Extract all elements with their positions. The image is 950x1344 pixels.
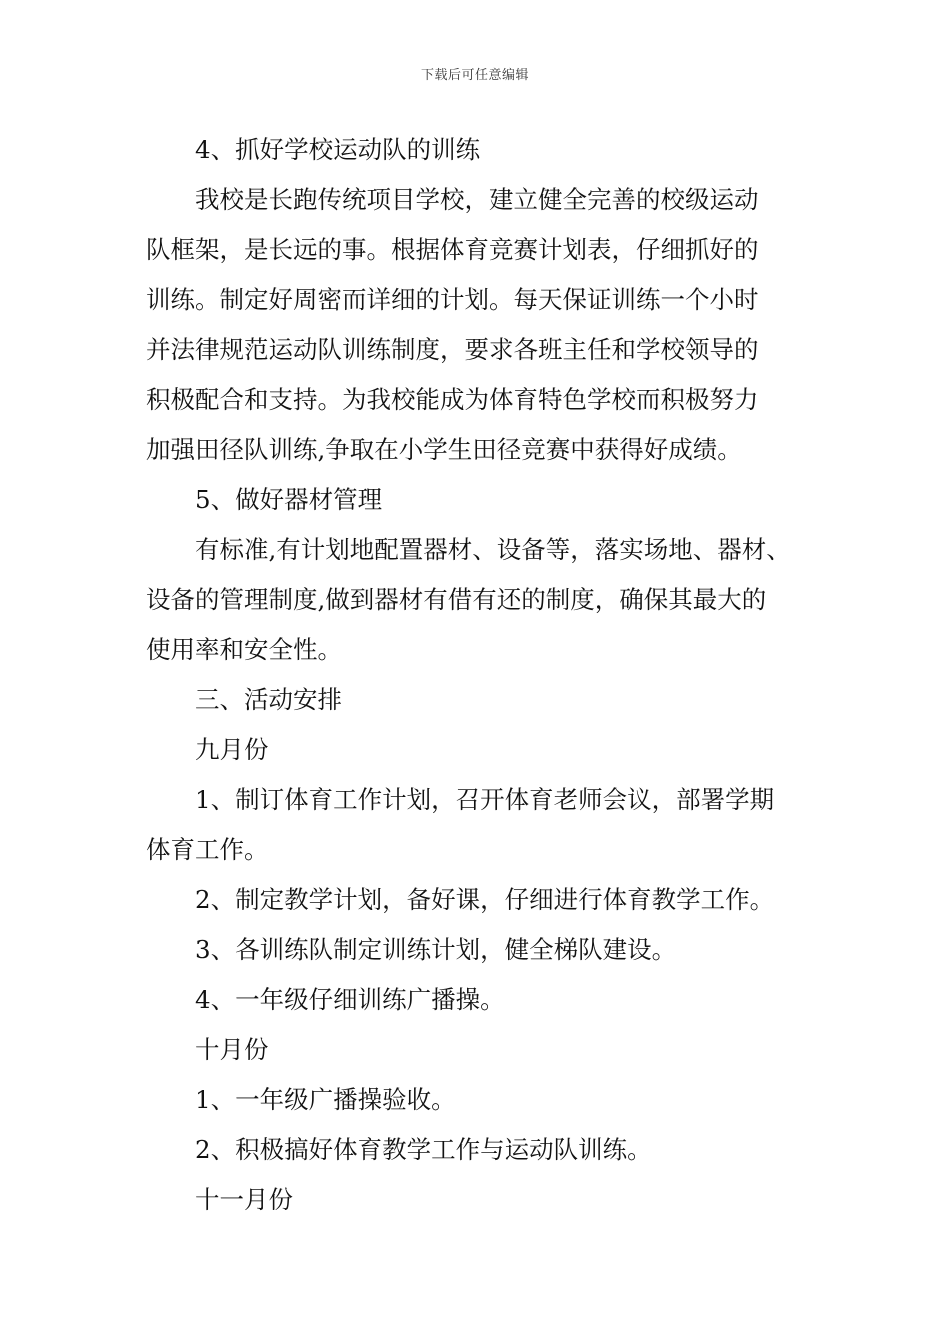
- text-line: 4、一年级仔细训练广播操。: [195, 985, 505, 1014]
- text-line: 队框架，是长远的事。根据体育竞赛计划表，仔细抓好的: [146, 235, 759, 264]
- text-line: 加强田径队训练,争取在小学生田径竞赛中获得好成绩。: [146, 435, 742, 464]
- text-line: 1、一年级广播操验收。: [195, 1085, 456, 1114]
- text-line: 2、制定教学计划，备好课，仔细进行体育教学工作。: [195, 885, 775, 914]
- text-line: 我校是长跑传统项目学校，建立健全完善的校级运动: [195, 185, 759, 214]
- text-line: 十月份: [195, 1035, 269, 1064]
- text-line: 体育工作。: [146, 835, 269, 864]
- text-line: 5、做好器材管理: [195, 485, 383, 514]
- text-line: 4、抓好学校运动队的训练: [195, 135, 481, 164]
- text-line: 3、各训练队制定训练计划，健全梯队建设。: [195, 935, 677, 964]
- text-line: 1、制订体育工作计划，召开体育老师会议，部署学期: [195, 785, 775, 814]
- text-line: 使用率和安全性。: [146, 635, 342, 664]
- text-line: 有标准,有计划地配置器材、设备等，落实场地、器材、: [195, 535, 791, 564]
- text-line: 九月份: [195, 735, 269, 764]
- text-line: 设备的管理制度,做到器材有借有还的制度，确保其最大的: [146, 585, 767, 614]
- text-line: 积极配合和支持。为我校能成为体育特色学校而积极努力: [146, 385, 759, 414]
- document-body: [146, 125, 816, 1225]
- text-line: 训练。制定好周密而详细的计划。每天保证训练一个小时: [146, 285, 759, 314]
- text-line: 三、活动安排: [195, 685, 342, 714]
- page-header: 下载后可任意编辑: [420, 68, 529, 83]
- text-line: 十一月份: [195, 1185, 293, 1214]
- text-line: 并法律规范运动队训练制度，要求各班主任和学校领导的: [146, 335, 759, 364]
- text-line: 2、积极搞好体育教学工作与运动队训练。: [195, 1135, 652, 1164]
